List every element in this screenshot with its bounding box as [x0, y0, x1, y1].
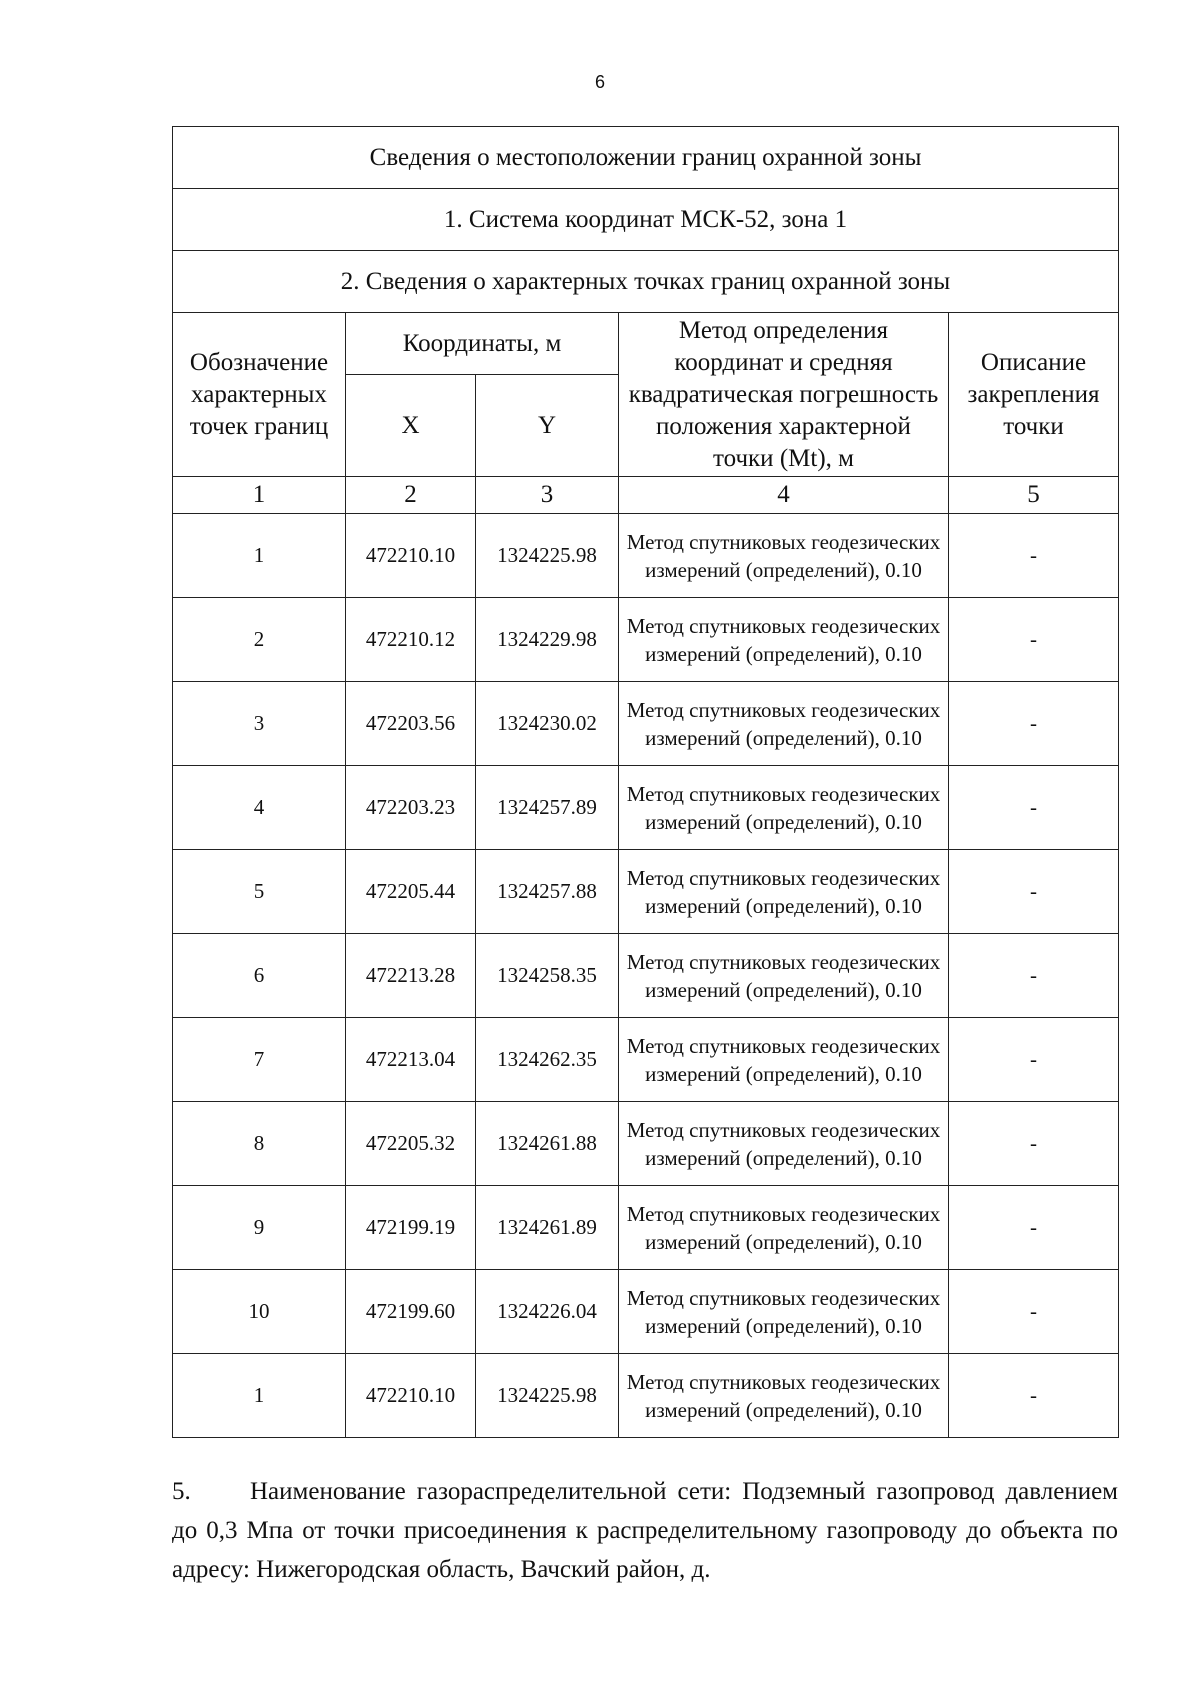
x-cell: 472203.23 — [346, 766, 476, 850]
method-cell: Метод спутниковых геодезических измерений (определений), 0.10 — [619, 1018, 949, 1102]
x-cell: 472199.19 — [346, 1186, 476, 1270]
y-cell: 1324262.35 — [476, 1018, 619, 1102]
description-cell: - — [949, 1102, 1119, 1186]
point-cell: 2 — [173, 598, 346, 682]
y-cell: 1324230.02 — [476, 682, 619, 766]
boundary-points-table — [172, 126, 1119, 1438]
column-number: 1 — [173, 477, 346, 514]
description-cell: - — [949, 1270, 1119, 1354]
method-cell: Метод спутниковых геодезических измерений (определений), 0.10 — [619, 1270, 949, 1354]
description-cell: - — [949, 1186, 1119, 1270]
table-row — [173, 514, 1119, 598]
x-cell: 472205.44 — [346, 850, 476, 934]
point-cell: 8 — [173, 1102, 346, 1186]
description-cell: - — [949, 766, 1119, 850]
x-cell: 472203.56 — [346, 682, 476, 766]
description-cell: - — [949, 1354, 1119, 1438]
paragraph-text: Наименование газораспределительной сети: Подземный газопровод давлением до 0,3 Мпа от точки присоединения к распределительному газопроводу до объекта по адресу: Нижегородская область, Вачский район, д. — [172, 1478, 1118, 1583]
method-cell: Метод спутниковых геодезических измерений (определений), 0.10 — [619, 1186, 949, 1270]
method-cell: Метод спутниковых геодезических измерений (определений), 0.10 — [619, 1102, 949, 1186]
point-cell: 1 — [173, 1354, 346, 1438]
x-cell: 472210.10 — [346, 514, 476, 598]
method-cell: Метод спутниковых геодезических измерений (определений), 0.10 — [619, 682, 949, 766]
header-method: Метод определения координат и средняя квадратическая погрешность положения характерной точки (Mt), м — [619, 313, 949, 477]
point-cell: 1 — [173, 514, 346, 598]
table-row — [173, 1018, 1119, 1102]
table-row — [173, 598, 1119, 682]
method-cell: Метод спутниковых геодезических измерений (определений), 0.10 — [619, 1354, 949, 1438]
y-cell: 1324257.89 — [476, 766, 619, 850]
column-number-row — [173, 477, 1119, 514]
table-row — [173, 1270, 1119, 1354]
y-cell: 1324225.98 — [476, 1354, 619, 1438]
table-row — [173, 766, 1119, 850]
x-cell: 472199.60 — [346, 1270, 476, 1354]
method-cell: Метод спутниковых геодезических измерений (определений), 0.10 — [619, 514, 949, 598]
page-number: 6 — [594, 72, 605, 92]
description-cell: - — [949, 514, 1119, 598]
point-cell: 9 — [173, 1186, 346, 1270]
x-cell: 472205.32 — [346, 1102, 476, 1186]
point-cell: 3 — [173, 682, 346, 766]
y-cell: 1324261.88 — [476, 1102, 619, 1186]
table-row — [173, 1186, 1119, 1270]
point-cell: 7 — [173, 1018, 346, 1102]
y-cell: 1324225.98 — [476, 514, 619, 598]
y-cell: 1324261.89 — [476, 1186, 619, 1270]
y-cell: 1324257.88 — [476, 850, 619, 934]
header-designation: Обозначение характерных точек границ — [173, 313, 346, 477]
y-cell: 1324258.35 — [476, 934, 619, 1018]
description-cell: - — [949, 598, 1119, 682]
description-cell: - — [949, 1018, 1119, 1102]
table-row — [173, 934, 1119, 1018]
paragraph-5 — [172, 1472, 1118, 1589]
header-y: Y — [476, 375, 619, 477]
method-cell: Метод спутниковых геодезических измерений (определений), 0.10 — [619, 598, 949, 682]
table-row — [173, 1354, 1119, 1438]
coordinate-system-line: 1. Система координат МСК-52, зона 1 — [173, 189, 1119, 251]
description-cell: - — [949, 850, 1119, 934]
description-cell: - — [949, 934, 1119, 1018]
point-cell: 6 — [173, 934, 346, 1018]
column-number: 5 — [949, 477, 1119, 514]
method-cell: Метод спутниковых геодезических измерений (определений), 0.10 — [619, 934, 949, 1018]
y-cell: 1324226.04 — [476, 1270, 619, 1354]
point-cell: 10 — [173, 1270, 346, 1354]
table-row — [173, 1102, 1119, 1186]
header-coordinates: Координаты, м — [346, 313, 619, 375]
table-row — [173, 682, 1119, 766]
method-cell: Метод спутниковых геодезических измерений (определений), 0.10 — [619, 850, 949, 934]
x-cell: 472210.10 — [346, 1354, 476, 1438]
table-title: Сведения о местоположении границ охранной зоны — [173, 127, 1119, 189]
header-description: Описание закрепления точки — [949, 313, 1119, 477]
points-info-line: 2. Сведения о характерных точках границ охранной зоны — [173, 251, 1119, 313]
x-cell: 472210.12 — [346, 598, 476, 682]
column-number: 3 — [476, 477, 619, 514]
description-cell: - — [949, 682, 1119, 766]
x-cell: 472213.28 — [346, 934, 476, 1018]
column-number: 4 — [619, 477, 949, 514]
point-cell: 4 — [173, 766, 346, 850]
paragraph-number: 5. — [172, 1478, 191, 1505]
header-x: X — [346, 375, 476, 477]
point-cell: 5 — [173, 850, 346, 934]
method-cell: Метод спутниковых геодезических измерений (определений), 0.10 — [619, 766, 949, 850]
x-cell: 472213.04 — [346, 1018, 476, 1102]
column-number: 2 — [346, 477, 476, 514]
table-row — [173, 850, 1119, 934]
y-cell: 1324229.98 — [476, 598, 619, 682]
